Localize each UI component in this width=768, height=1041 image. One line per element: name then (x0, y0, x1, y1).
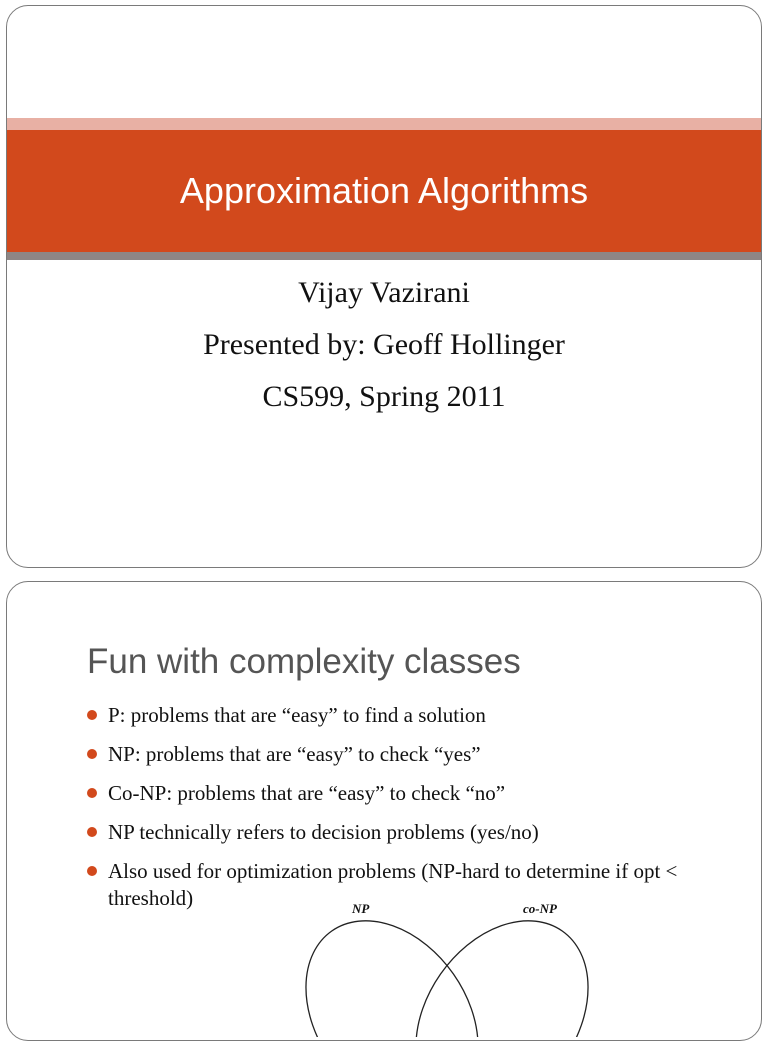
np-label: NP (352, 901, 370, 916)
conp-ellipse (380, 897, 617, 1037)
presenter-line: Presented by: Geoff Hollinger (203, 328, 565, 361)
bullet-item (87, 702, 737, 729)
bullet-dot-icon (87, 749, 97, 759)
bullet-dot-icon (87, 827, 97, 837)
title-slide (6, 5, 762, 568)
bullet-dot-icon (87, 710, 97, 720)
bullet-text: P: problems that are “easy” to find a solution (108, 703, 486, 727)
title-band-highlight (7, 118, 761, 130)
bullet-list (87, 702, 737, 924)
bullet-text: NP: problems that are “easy” to check “yes” (108, 742, 481, 766)
presentation-title: Approximation Algorithms (179, 170, 589, 211)
bullet-dot-icon (87, 866, 97, 876)
bullet-text: Also used for optimization problems (NP-hard to determine if opt < threshold) (108, 859, 678, 910)
bullet-text: NP technically refers to decision problems (yes/no) (108, 820, 539, 844)
bullet-item (87, 780, 737, 807)
bullet-text: Co-NP: problems that are “easy” to check “no” (108, 781, 506, 805)
slide-title: Fun with complexity classes (87, 642, 521, 681)
np-ellipse (297, 897, 514, 1037)
bullet-item (87, 819, 737, 846)
bullet-item (87, 741, 737, 768)
complexity-slide (6, 581, 762, 1041)
np-conp-venn-diagram (297, 897, 617, 1037)
conp-label: co-NP (523, 901, 557, 916)
title-band-shadow (7, 252, 761, 260)
course-line: CS599, Spring 2011 (262, 380, 506, 413)
author-name: Vijay Vazirani (298, 276, 470, 309)
bullet-dot-icon (87, 788, 97, 798)
